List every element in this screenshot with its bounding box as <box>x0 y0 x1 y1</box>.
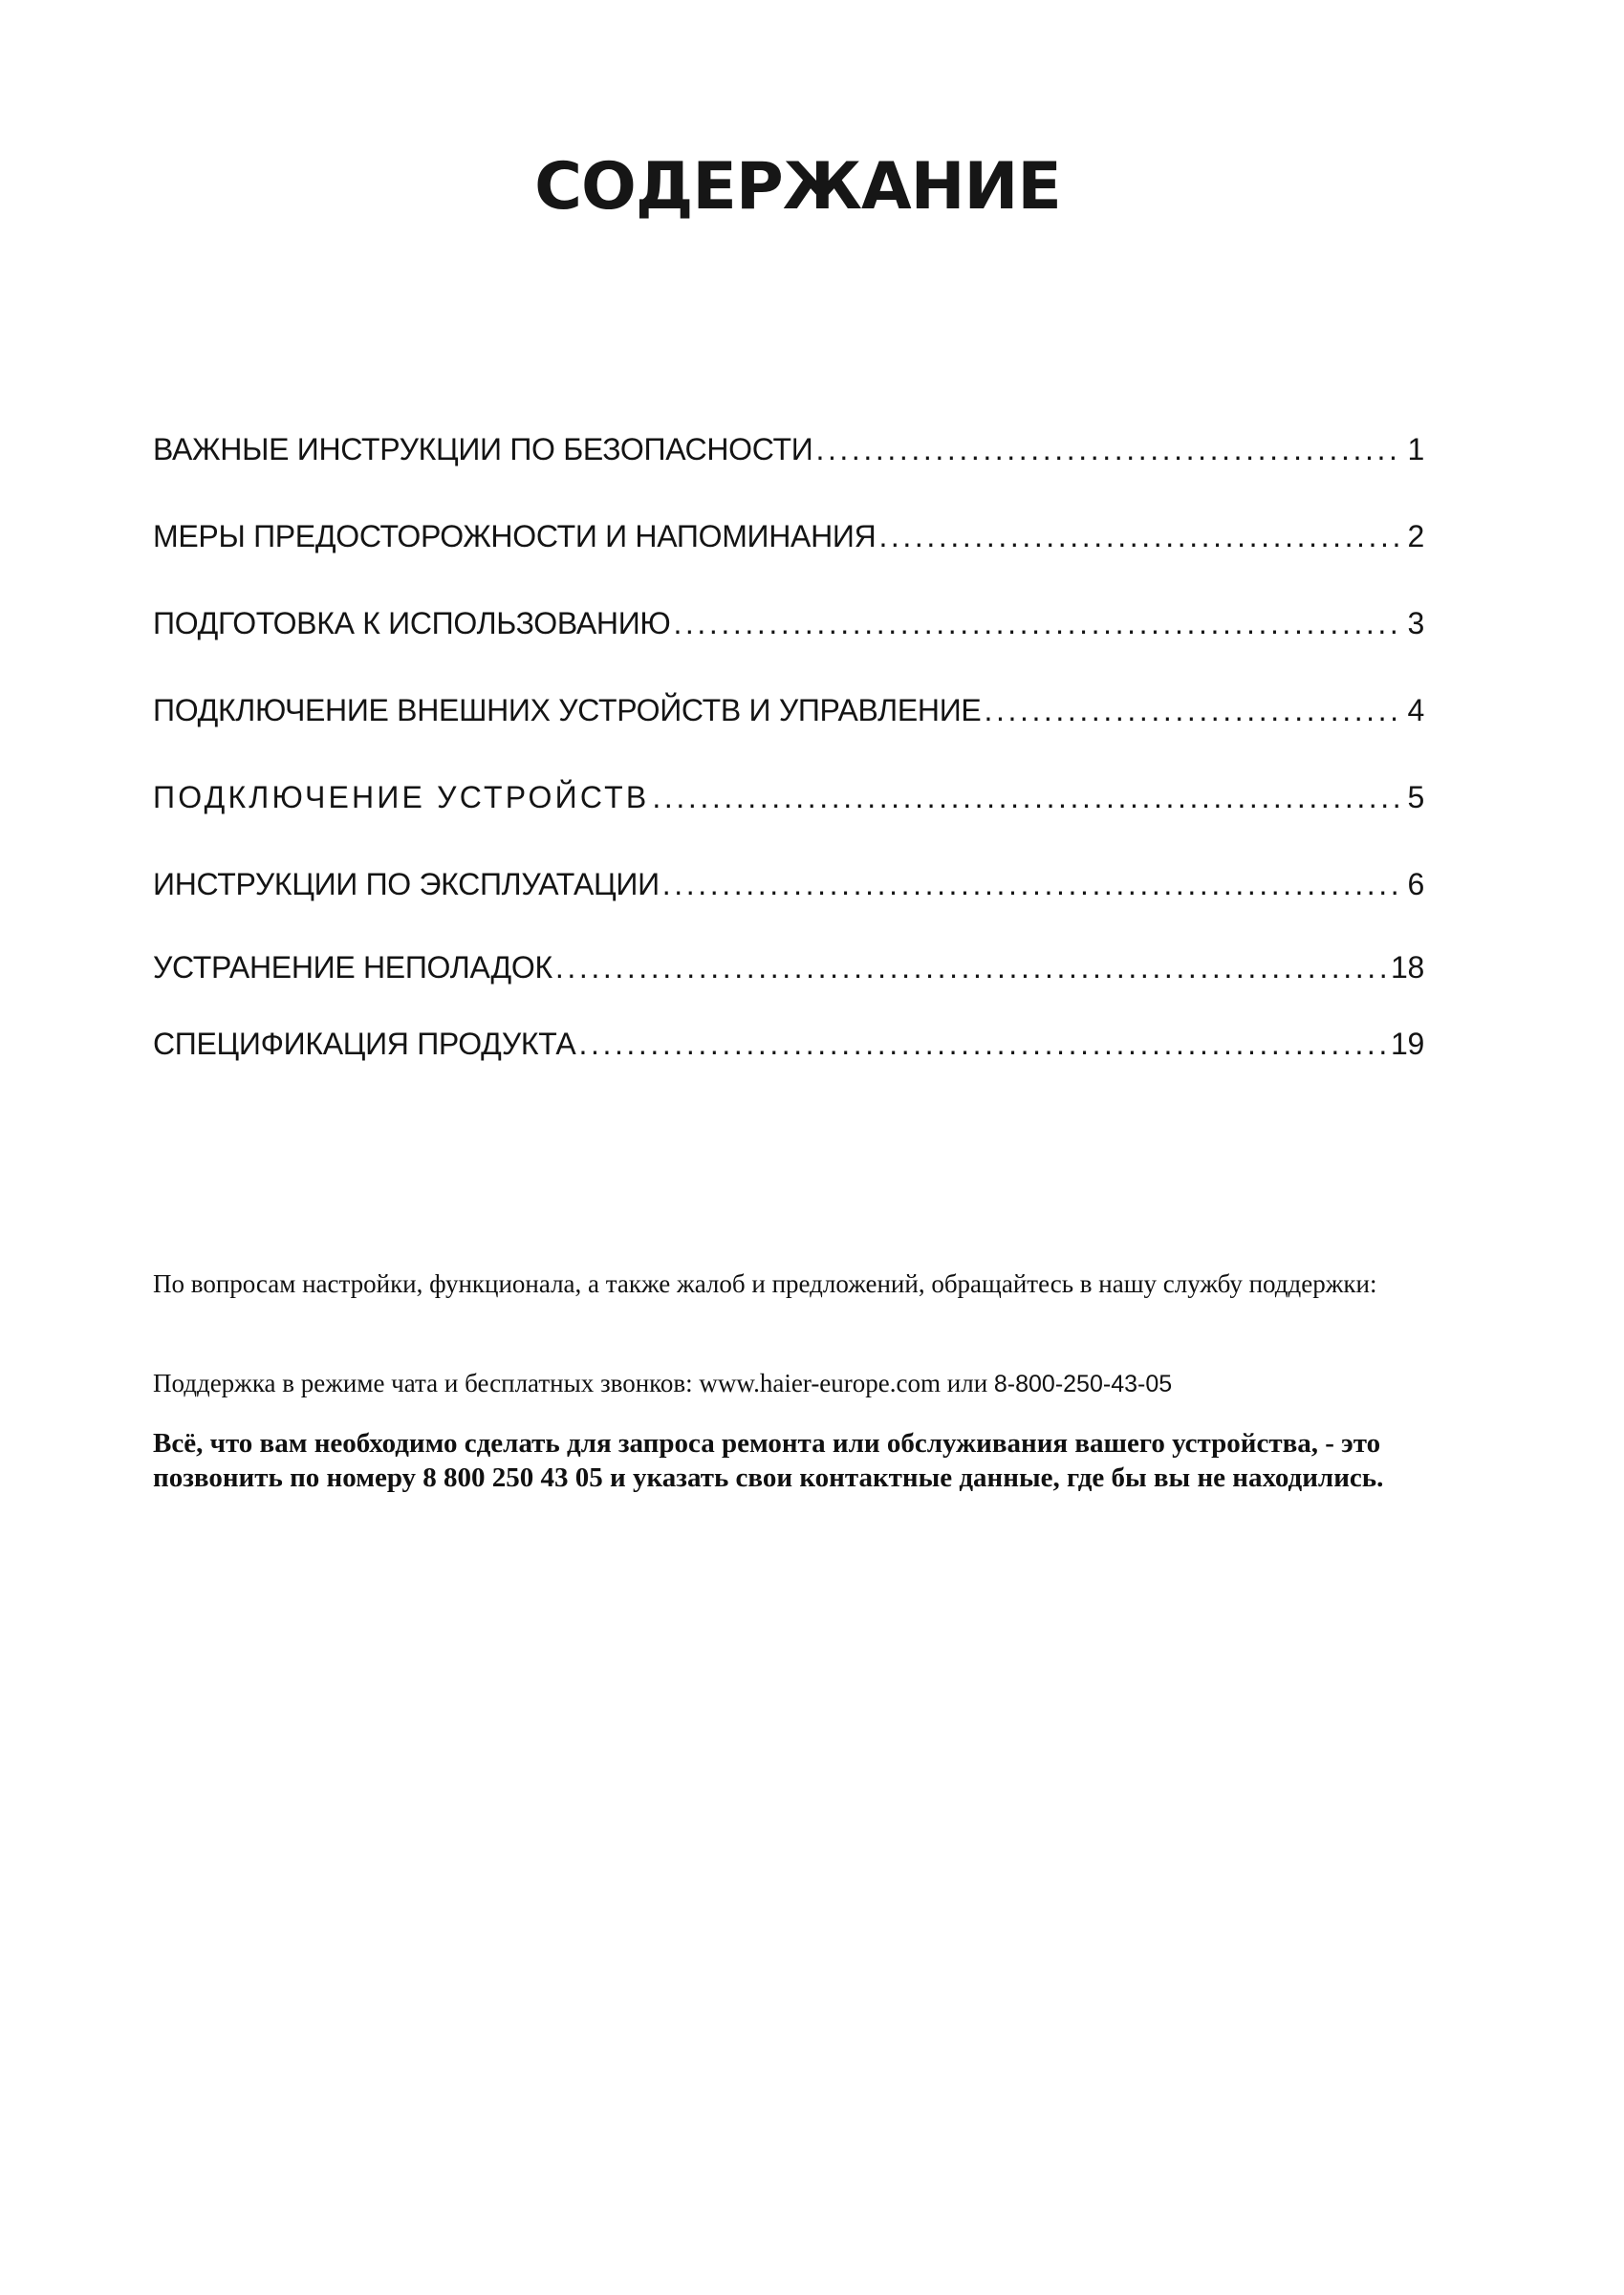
toc-entry-label: ПОДКЛЮЧЕНИЕ ВНЕШНИХ УСТРОЙСТВ И УПРАВЛЕНИЕ <box>153 693 982 727</box>
toc-entry-page: 3 <box>1407 606 1424 640</box>
support-phone: 8-800-250-43-05 <box>993 1371 1173 1397</box>
toc-entry-label: ПОДГОТОВКА К ИСПОЛЬЗОВАНИЮ <box>153 606 671 640</box>
dot-leader <box>815 432 1401 467</box>
support-intro: По вопросам настройки, функционала, а также жалоб и предложений, обращайтесь в нашу службу поддержки: <box>153 1269 1377 1298</box>
toc-entry-preparation[interactable] <box>153 606 1424 646</box>
toc-entry-page: 6 <box>1407 867 1424 901</box>
dot-leader <box>652 780 1401 815</box>
support-chat-text: Поддержка в режиме чата и бесплатных звонков: www.haier-europe.com <box>153 1369 942 1397</box>
toc-entry-safety[interactable] <box>153 432 1424 472</box>
toc-entry-page: 1 <box>1407 432 1424 466</box>
toc-entry-label: ИНСТРУКЦИИ ПО ЭКСПЛУАТАЦИИ <box>153 867 660 901</box>
page-title: СОДЕРЖАНИЕ <box>534 149 1061 225</box>
toc-entry-page: 2 <box>1407 519 1424 553</box>
toc-entry-label: ПОДКЛЮЧЕНИЕ УСТРОЙСТВ <box>153 780 650 814</box>
toc-entry-external-devices[interactable] <box>153 693 1424 733</box>
dot-leader <box>578 1027 1387 1062</box>
toc-entry-troubleshooting[interactable] <box>153 950 1424 990</box>
support-chat-or: или <box>946 1369 988 1397</box>
dot-leader <box>662 867 1401 902</box>
toc-entry-precautions[interactable] <box>153 519 1424 559</box>
toc-entry-label: МЕРЫ ПРЕДОСТОРОЖНОСТИ И НАПОМИНАНИЯ <box>153 519 877 553</box>
toc-entry-page: 18 <box>1391 950 1424 985</box>
toc-entry-page: 5 <box>1407 780 1424 814</box>
toc-entry-specification[interactable] <box>153 1027 1424 1067</box>
dot-leader <box>555 950 1387 985</box>
toc-entry-operation[interactable] <box>153 867 1424 907</box>
support-chat-line <box>153 1369 1491 1398</box>
dot-leader <box>878 519 1401 554</box>
toc-entry-label: ВАЖНЫЕ ИНСТРУКЦИИ ПО БЕЗОПАСНОСТИ <box>153 432 813 466</box>
repair-instructions <box>153 1426 1472 1495</box>
repair-line-2: позвонить по номеру 8 800 250 43 05 и указать свои контактные данные, где бы вы не находились. <box>153 1462 1384 1493</box>
toc-entry-device-connection[interactable] <box>153 780 1424 820</box>
toc-entry-label: УСТРАНЕНИЕ НЕПОЛАДОК <box>153 950 552 985</box>
dot-leader <box>984 693 1401 728</box>
toc-entry-label: СПЕЦИФИКАЦИЯ ПРОДУКТА <box>153 1027 576 1061</box>
toc-entry-page: 19 <box>1391 1027 1424 1061</box>
repair-line-1: Всё, что вам необходимо сделать для запроса ремонта или обслуживания вашего устройства, - это <box>153 1428 1381 1459</box>
dot-leader <box>673 606 1401 641</box>
toc-entry-page: 4 <box>1407 693 1424 727</box>
